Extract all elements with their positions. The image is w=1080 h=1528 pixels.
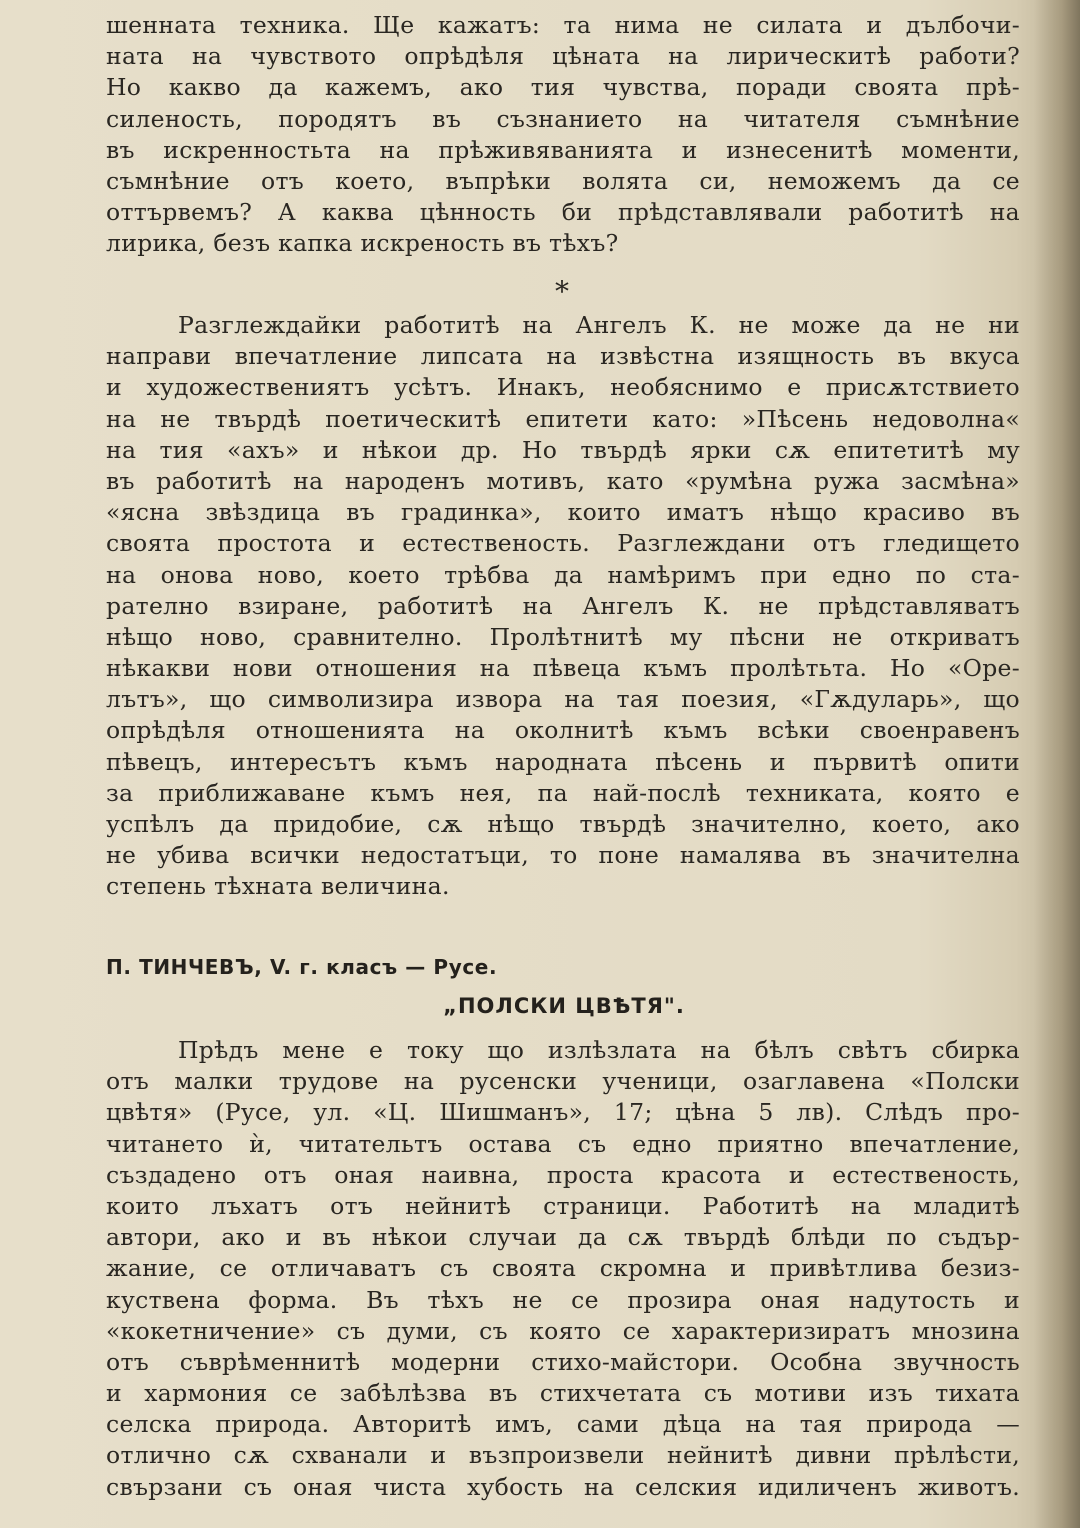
text-line: оттървемъ? А каква цѣнность би прѣдставлявали работитѣ на	[106, 198, 1020, 227]
paragraph-angel-k	[106, 310, 1020, 903]
section-separator: *	[555, 275, 569, 308]
text-line: своята простота и естественость. Разглеждани отъ гледището	[106, 529, 1020, 558]
text-line: за приближаване къмъ нея, па най-послѣ техниката, която е	[106, 778, 1020, 807]
text-line: отлично сѫ схванали и възпроизвели нейнитѣ дивни прѣлѣсти,	[106, 1441, 1020, 1470]
text-line: и хармония се забѣлѣзва въ стихчетата съ мотиви изъ тихата	[106, 1379, 1020, 1408]
text-line: въ работитѣ на народенъ мотивъ, като «румѣна ружа засмѣна»	[106, 466, 1020, 495]
text-line: Прѣдъ мене е току що излѣзлата на бѣлъ свѣтъ сбирка	[178, 1036, 1020, 1064]
text-line: ната на чувството опрѣдѣля цѣната на лирическитѣ работи?	[106, 42, 1020, 71]
text-line: «кокетничение» съ думи, съ която се характеризиратъ мнозина	[106, 1316, 1020, 1345]
text-line: цвѣтя» (Русе, ул. «Ц. Шишманъ», 17; цѣна 5 лв). Слѣдъ про-	[106, 1098, 1020, 1127]
review-title: „ПОЛСКИ ЦВѢТЯ".	[443, 994, 685, 1018]
text-line: жание, се отличаватъ съ своята скромна и привѣтлива безиз-	[106, 1254, 1020, 1283]
text-line: отъ малки трудове на русенски ученици, озаглавена «Полски	[106, 1067, 1020, 1096]
text-line: Разглеждайки работитѣ на Ангелъ К. не може да не ни	[178, 311, 1020, 339]
text-line: и художествениятъ усѣтъ. Инакъ, необяснимо е присѫтствието	[106, 373, 1020, 402]
paragraph-continued	[106, 10, 1020, 260]
text-line: нѣщо ново, сравнително. Пролѣтнитѣ му пѣсни не откриватъ	[106, 622, 1020, 651]
text-line: шенната техника. Ще кажатъ: та нима не силата и дълбочи-	[106, 11, 1020, 39]
text-line: успѣлъ да придобие, сѫ нѣщо твърдѣ значително, което, ако	[106, 810, 1020, 838]
text-line: рателно взиране, работитѣ на Ангелъ К. не прѣдставляватъ	[106, 591, 1020, 620]
paragraph-polski-tsvetya	[106, 1035, 1020, 1503]
text-line: опрѣдѣля отношенията на околнитѣ къмъ всѣки своенравенъ	[106, 716, 1020, 745]
text-line: на онова ново, което трѣбва да намѣримъ при едно по ста-	[106, 560, 1020, 589]
text-line: селска природа. Авторитѣ имъ, сами дѣца на тая природа —	[106, 1410, 1020, 1439]
text-line: на тия «ахъ» и нѣкои др. Но твърдѣ ярки сѫ епитетитѣ му	[106, 435, 1020, 464]
text-line: нѣкакви нови отношения на пѣвеца къмъ пролѣтьта. Но «Оре-	[106, 654, 1020, 683]
review-author-byline: П. ТИНЧЕВЪ, V. г. класъ — Русе.	[106, 955, 498, 979]
text-line: които лъхатъ отъ нейнитѣ страници. Работитѣ на младитѣ	[106, 1191, 1020, 1220]
text-line: лирика, безъ капка искреность въ тѣхъ?	[106, 229, 619, 258]
text-line: създадено отъ оная наивна, проста красота и естественость,	[106, 1160, 1020, 1189]
text-line: читането ѝ, читательтъ остава съ едно приятно впечатление,	[106, 1129, 1020, 1158]
text-line: Но какво да кажемъ, ако тия чувства, поради своята прѣ-	[106, 73, 1020, 102]
text-line: автори, ако и въ нѣкои случаи да сѫ твърдѣ блѣди по съдър-	[106, 1223, 1020, 1252]
text-line: степень тѣхната величина.	[106, 872, 450, 901]
text-line: куствена форма. Въ тѣхъ не се прозира оная надутость и	[106, 1285, 1020, 1314]
text-line: «ясна звѣздица въ градинка», които иматъ нѣщо красиво въ	[106, 498, 1020, 527]
text-line: пѣвецъ, интересътъ къмъ народната пѣсень и първитѣ опити	[106, 747, 1020, 776]
text-line: свързани съ оная чиста хубость на селския идиличенъ животъ.	[106, 1472, 1020, 1501]
text-line: силеность, породятъ въ съзнанието на читателя съмнѣние	[106, 104, 1020, 133]
text-line: съмнѣние отъ което, въпрѣки волята си, неможемъ да се	[106, 166, 1020, 195]
binding-shadow	[1034, 0, 1080, 1528]
text-line: не убива всички недостатъци, то поне намалява въ значителна	[106, 841, 1020, 870]
text-line: на не твърдѣ поетическитѣ епитети като: »Пѣсень недоволна«	[106, 404, 1020, 433]
text-line: въ искренностьта на прѣживяванията и изнесенитѣ моменти,	[106, 135, 1020, 164]
text-line: отъ съврѣменнитѣ модерни стихо-майстори. Особна звучность	[106, 1347, 1020, 1376]
text-line: лътъ», що символизира извора на тая поезия, «Гѫдуларь», що	[106, 685, 1020, 714]
text-line: направи впечатление липсата на извѣстна изящность въ вкуса	[106, 342, 1020, 371]
